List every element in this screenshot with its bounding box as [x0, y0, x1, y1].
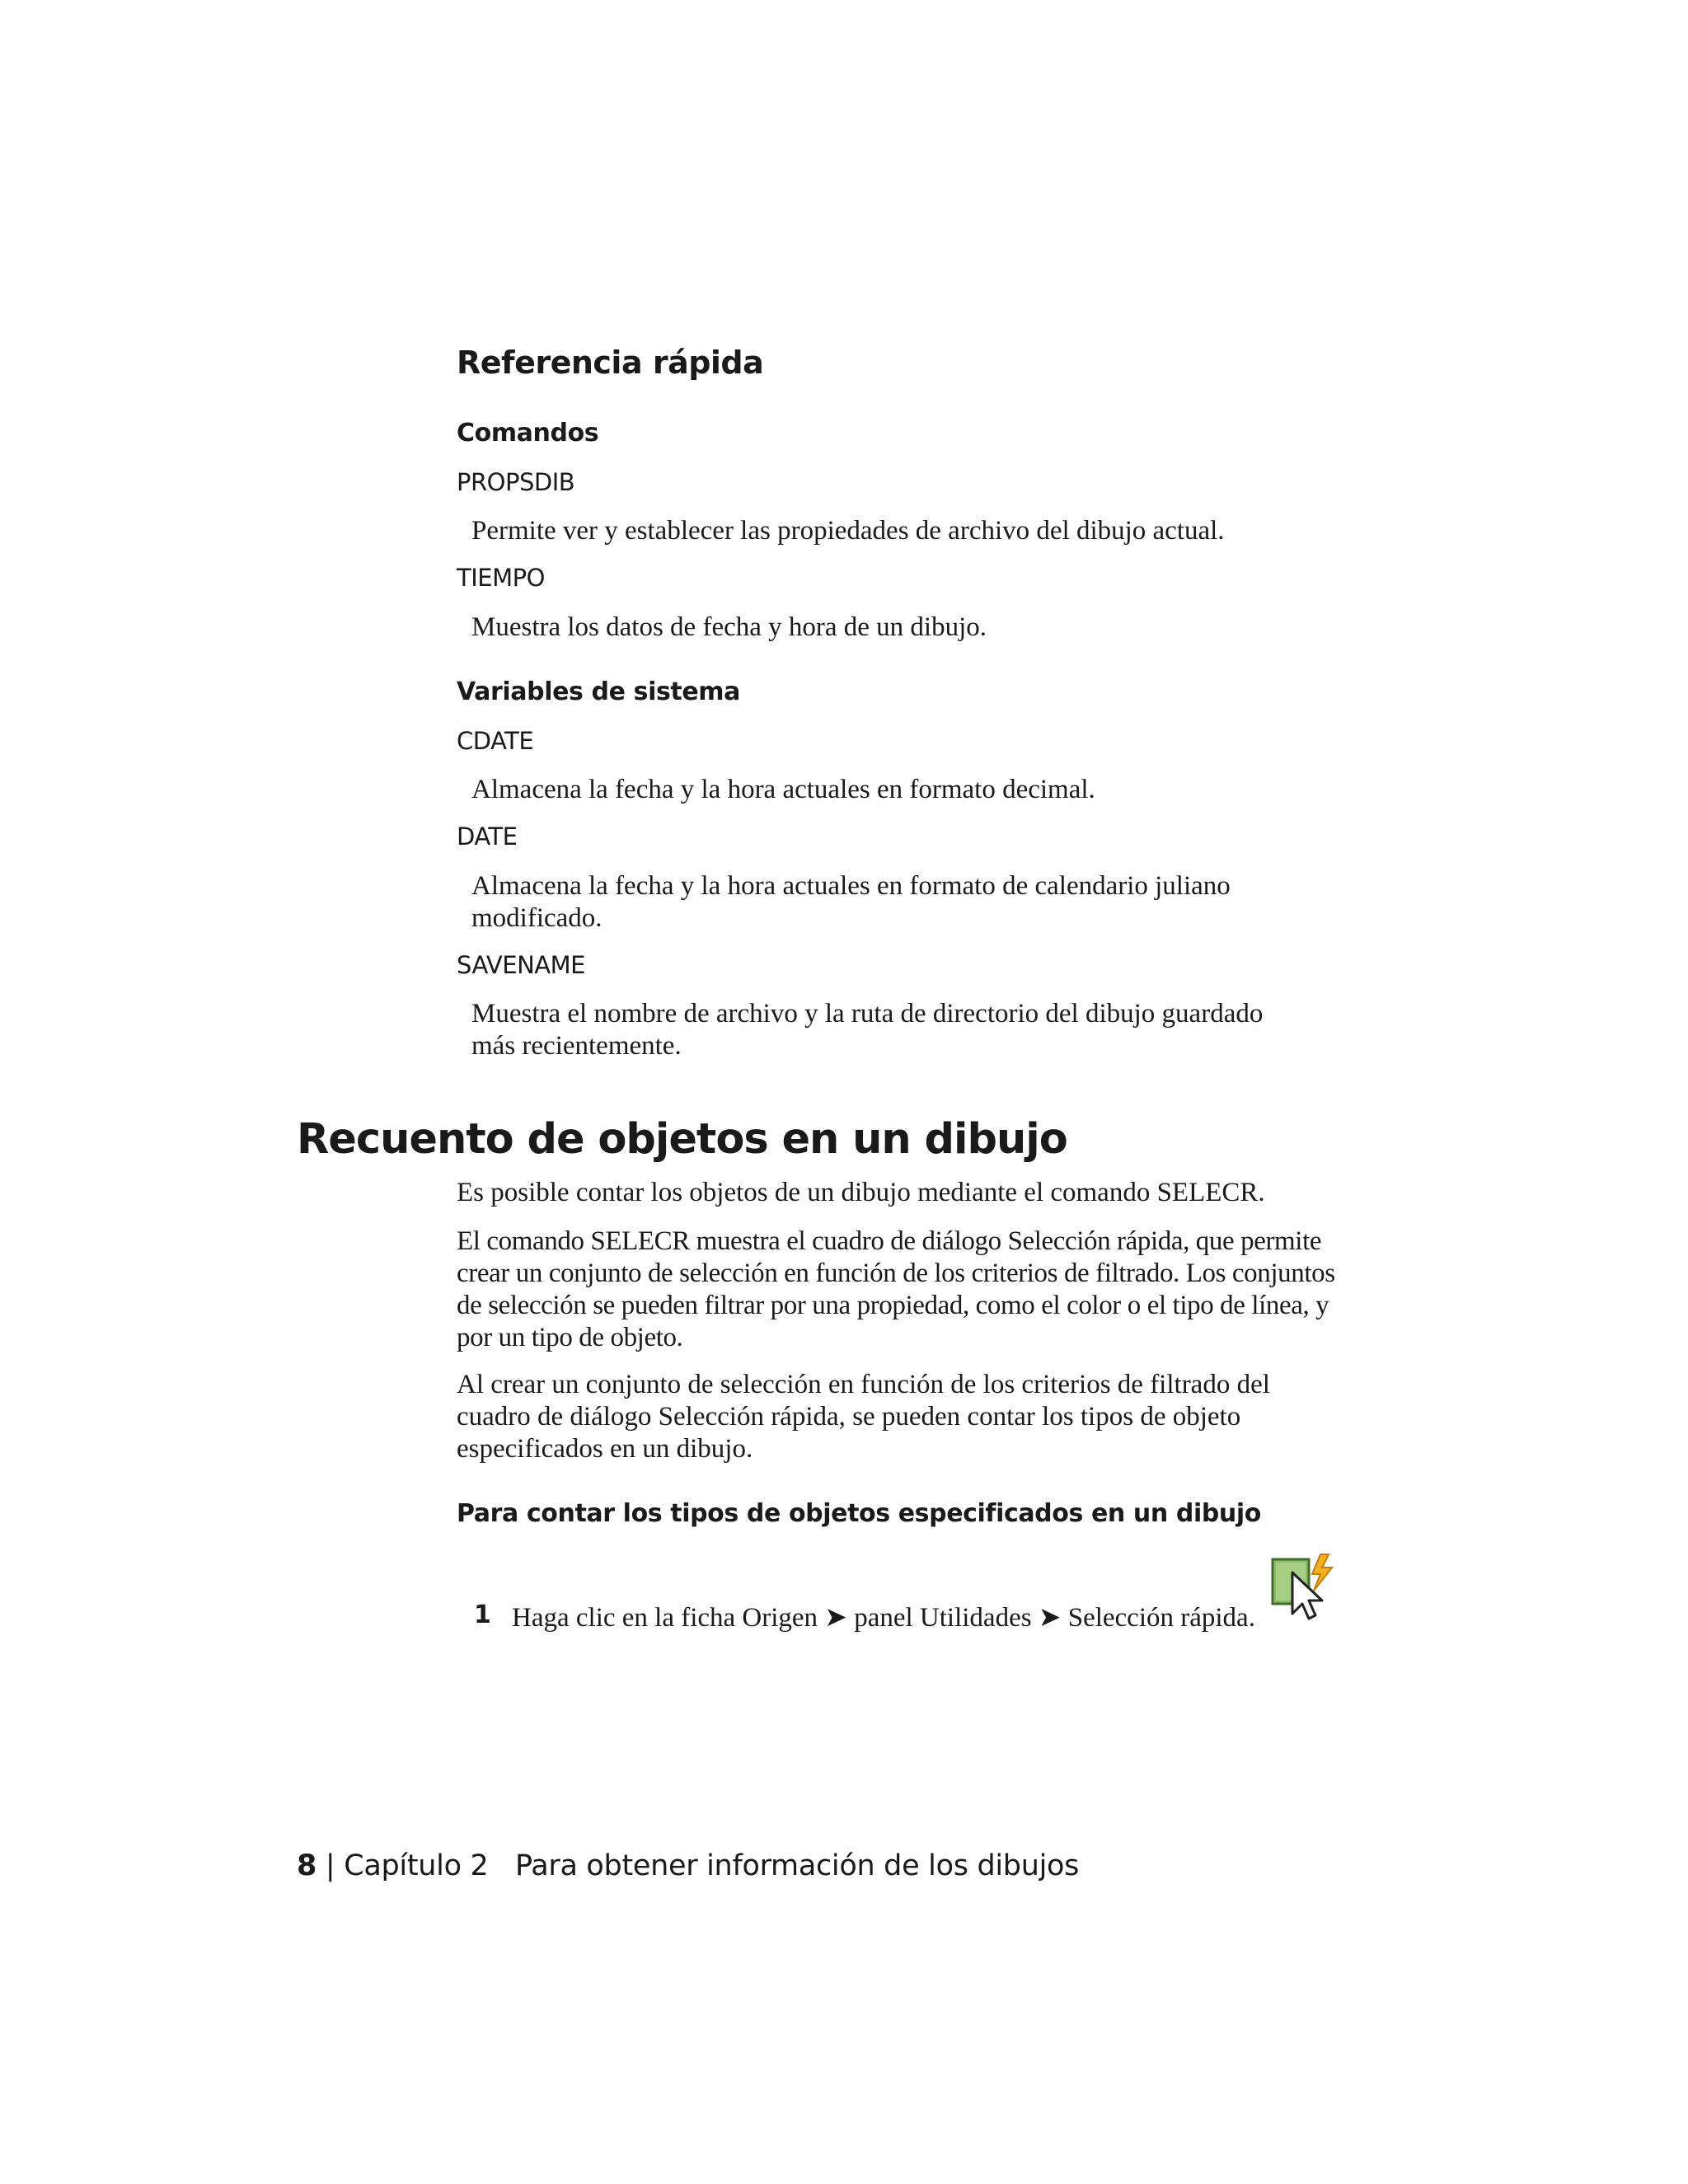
command-description: Permite ver y establecer las propiedades de archivo del dibujo actual.	[471, 516, 1225, 546]
footer-chapter: Capítulo 2	[344, 1849, 489, 1882]
sysvar-name: DATE	[457, 823, 518, 851]
reference-heading: Referencia rápida	[457, 344, 764, 381]
procedure-heading: Para contar los tipos de objetos especificados en un dibujo	[457, 1499, 1261, 1528]
page-number: 8	[297, 1849, 317, 1882]
section-heading: Recuento de objetos en un dibujo	[297, 1115, 1067, 1164]
paragraph: Al crear un conjunto de selección en función de los criterios de filtrado del cuadro de diálogo Selección rápida, se pueden contar los tipos de objeto especificados en un dibujo.	[457, 1370, 1270, 1464]
sysvar-description-line: Almacena la fecha y la hora actuales en formato de calendario juliano	[471, 871, 1231, 901]
sysvar-description-line: Muestra el nombre de archivo y la ruta de directorio del dibujo guardado	[471, 999, 1264, 1029]
commands-heading: Comandos	[457, 419, 599, 448]
quick-select-icon	[1269, 1553, 1343, 1622]
sysvar-name: CDATE	[457, 727, 534, 755]
sysvar-description: Almacena la fecha y la hora actuales en formato decimal.	[471, 775, 1095, 804]
paragraph: Es posible contar los objetos de un dibujo mediante el comando SELECR.	[457, 1178, 1265, 1207]
page-footer	[297, 1849, 1079, 1882]
footer-chapter-title: Para obtener información de los dibujos	[514, 1849, 1080, 1882]
footer-separator: |	[325, 1849, 335, 1882]
command-name: PROPSDIB	[457, 468, 575, 496]
command-description: Muestra los datos de fecha y hora de un dibujo.	[471, 612, 987, 642]
sysvar-description-line: más recientemente.	[471, 1031, 682, 1061]
command-name: TIEMPO	[457, 564, 545, 592]
sysvars-heading: Variables de sistema	[457, 677, 741, 706]
step-number: 1	[474, 1601, 491, 1629]
paragraph: El comando SELECR muestra el cuadro de diálogo Selección rápida, que permite crear un conjunto de selección en función de los criterios de filtrado. Los conjuntos de selección se pueden filtrar por una propiedad, como el color o el tipo de línea, y por un tipo de objeto.	[457, 1226, 1335, 1352]
sysvar-description-line: modificado.	[471, 903, 603, 933]
sysvar-name: SAVENAME	[457, 951, 585, 979]
step-text: Haga clic en la ficha Origen ➤ panel Utilidades ➤ Selección rápida.	[512, 1603, 1255, 1633]
